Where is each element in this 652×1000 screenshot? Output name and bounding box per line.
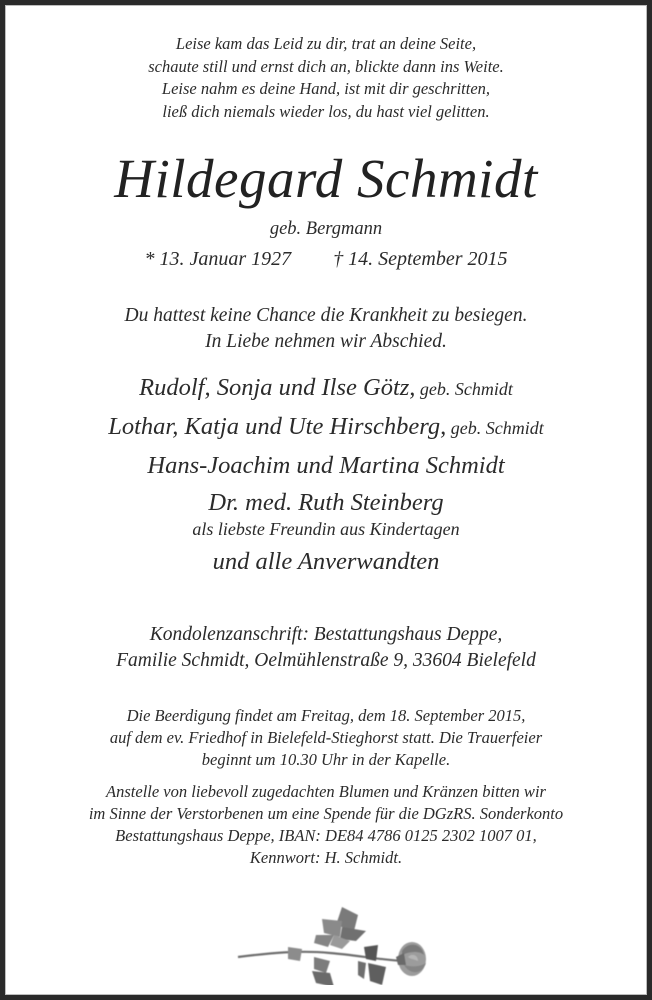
mourner-entry	[5, 408, 647, 447]
poem	[5, 33, 647, 123]
funeral-line: beginnt um 10.30 Uhr in der Kapelle.	[201, 750, 451, 769]
poem-line: Leise nahm es deine Hand, ist mit dir geschritten,	[161, 79, 491, 98]
poem-line: schaute still und ernst dich an, blickte dann ins Weite.	[148, 56, 504, 76]
mourner-entry	[5, 543, 647, 580]
mourner-note: als liebste Freundin aus Kindertagen	[192, 519, 460, 539]
mourner-entry	[5, 369, 647, 408]
death-date: † 14. September 2015	[333, 248, 508, 270]
deceased-name: Hildegard Schmidt	[114, 148, 538, 209]
funeral-line: auf dem ev. Friedhof in Bielefeld-Stieghorst statt. Die Trauerfeier	[109, 728, 543, 747]
donation-line: im Sinne der Verstorbenen um eine Spende für die DGzRS. Sonderkonto	[88, 804, 564, 823]
poem-line: Leise kam das Leid zu dir, trat an deine Seite,	[175, 34, 477, 53]
condolence-address	[5, 622, 647, 674]
mourner-suffix: geb. Schmidt	[415, 379, 513, 399]
life-dates	[5, 245, 647, 273]
address-line: Kondolenzanschrift: Bestattungshaus Deppe,	[149, 624, 503, 645]
mourner-names: Dr. med. Ruth Steinberg	[208, 489, 444, 516]
donation-line: Anstelle von liebevoll zugedachten Blumen und Kränzen bitten wir	[106, 782, 546, 801]
poem-line: ließ dich niemals wieder los, du hast viel gelitten.	[162, 101, 490, 121]
birth-name: geb. Bergmann	[269, 219, 383, 239]
birth-date: * 13. Januar 1927	[144, 248, 292, 270]
funeral-line: Die Beerdigung findet am Freitag, dem 18. September 2015,	[126, 706, 526, 725]
address-line: Familie Schmidt, Oelmühlenstraße 9, 33604 Bielefeld	[116, 650, 536, 671]
mourner-names: Lothar, Katja und Ute Hirschberg,	[108, 413, 447, 440]
obituary-notice	[5, 5, 647, 995]
rose-icon	[230, 895, 430, 985]
mourner-entry	[5, 447, 647, 484]
funeral-details	[5, 705, 647, 771]
mourner-names: und alle Anverwandten	[212, 548, 440, 575]
donation-line: Kennwort: H. Schmidt.	[249, 848, 403, 867]
farewell-line: In Liebe nehmen wir Abschied.	[205, 331, 447, 352]
donation-request	[5, 781, 647, 869]
mourner-entry	[5, 484, 647, 521]
mourner-names: Hans-Joachim und Martina Schmidt	[147, 452, 505, 479]
mourner-names: Rudolf, Sonja und Ilse Götz,	[139, 374, 416, 401]
mourner-suffix: geb. Schmidt	[446, 418, 544, 438]
mourners-list	[5, 369, 647, 580]
farewell-text	[5, 303, 647, 355]
donation-line: Bestattungshaus Deppe, IBAN: DE84 4786 0125 2302 1007 01,	[115, 826, 537, 845]
farewell-line: Du hattest keine Chance die Krankheit zu besiegen.	[124, 305, 528, 326]
